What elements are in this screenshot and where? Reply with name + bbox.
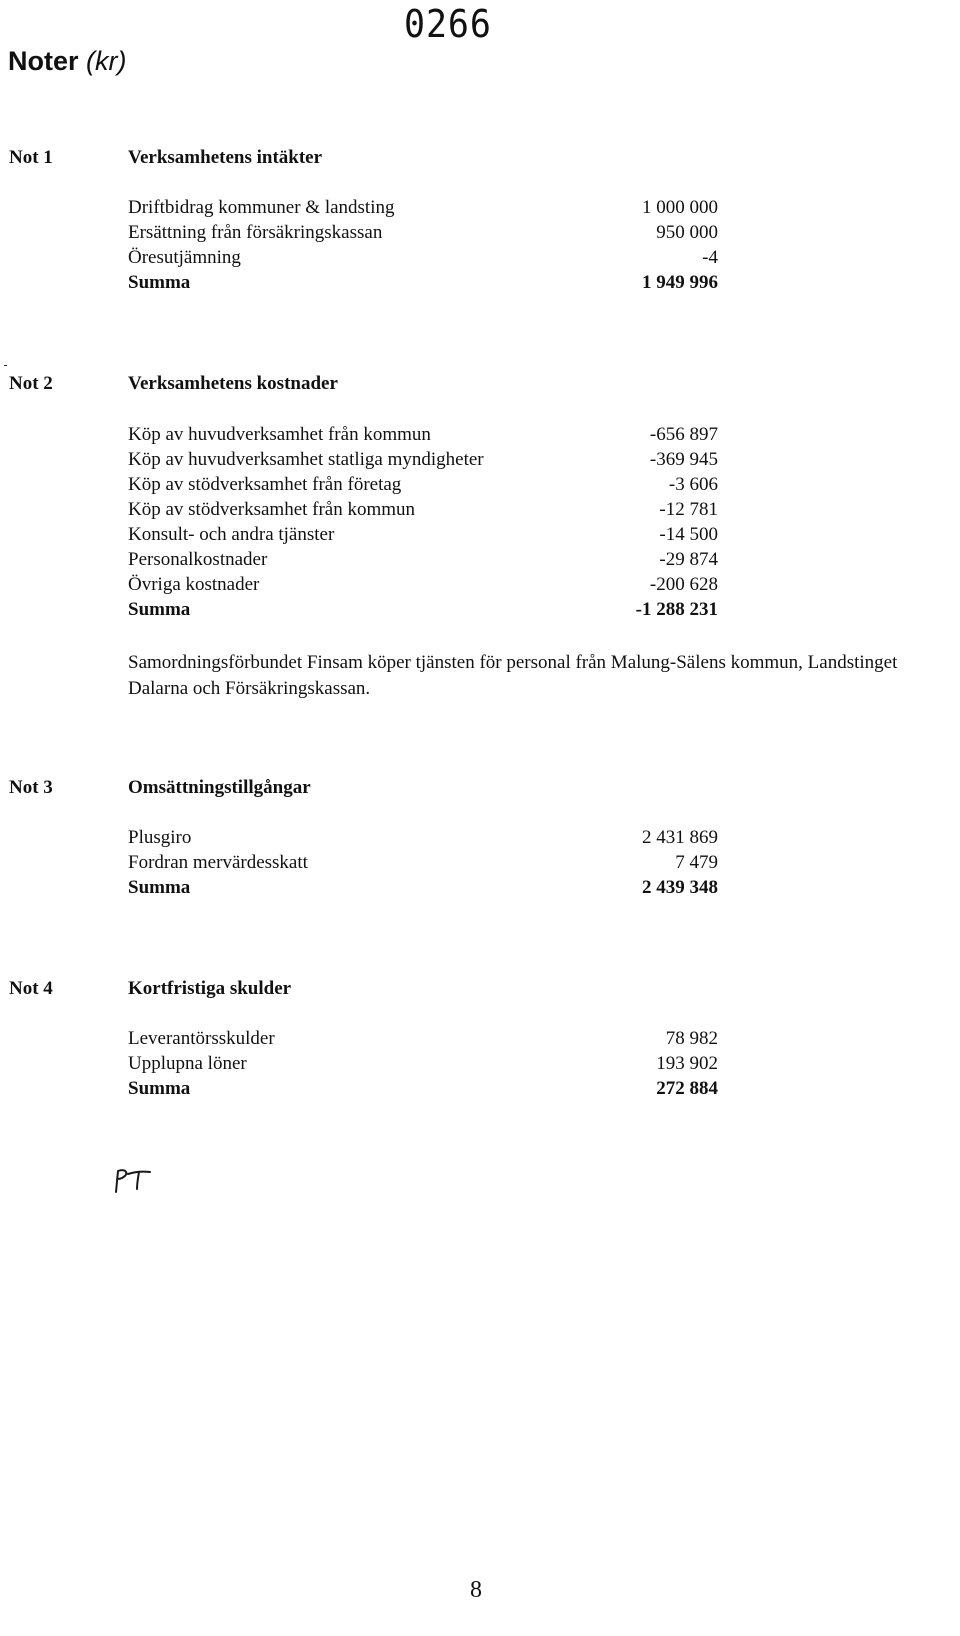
row-label: Summa — [128, 272, 191, 293]
note-2-row — [128, 449, 718, 475]
note-1-row — [128, 247, 718, 273]
note-2-sum-row — [128, 599, 718, 625]
row-value: -12 781 — [659, 499, 718, 520]
row-value: -1 288 231 — [635, 599, 718, 620]
note-4-row — [128, 1028, 718, 1054]
row-label: Personalkostnader — [128, 549, 268, 570]
note-2-row — [128, 524, 718, 550]
row-value: -14 500 — [659, 524, 718, 545]
note-2-title: Verksamhetens kostnader — [128, 373, 338, 394]
note-1-row — [128, 222, 718, 248]
note-2-row — [128, 574, 718, 600]
row-label: Driftbidrag kommuner & landsting — [128, 197, 395, 218]
row-label: Köp av huvudverksamhet från kommun — [128, 424, 431, 445]
row-label: Plusgiro — [128, 827, 192, 848]
row-value: 2 431 869 — [642, 827, 718, 848]
page-title — [8, 46, 127, 77]
note-3-sum-row — [128, 877, 718, 903]
row-label: Konsult- och andra tjänster — [128, 524, 335, 545]
note-2-paragraph: Samordningsförbundet Finsam köper tjänsten för personal från Malung-Sälens kommun, Landstinget Dalarna och Försäkringskassan. — [128, 652, 898, 699]
page-title-text: Noter — [8, 46, 79, 76]
row-label: Köp av stödverksamhet från företag — [128, 474, 402, 495]
row-label: Övriga kostnader — [128, 574, 260, 595]
row-value: -3 606 — [668, 474, 718, 495]
row-value: -369 945 — [649, 449, 718, 470]
note-3-row — [128, 827, 718, 853]
note-1-row — [128, 197, 718, 223]
note-4-sum-row — [128, 1078, 718, 1104]
note-3-title: Omsättningstillgångar — [128, 777, 311, 798]
note-2-row — [128, 499, 718, 525]
margin-mark — [4, 365, 7, 366]
row-label: Fordran mervärdesskatt — [128, 852, 308, 873]
page-number: 8 — [470, 1577, 482, 1603]
row-value: 7 479 — [675, 852, 718, 873]
row-value: 193 902 — [656, 1053, 718, 1074]
note-2-row — [128, 474, 718, 500]
note-4-row — [128, 1053, 718, 1079]
note-1-sum-row — [128, 272, 718, 298]
note-2-row — [128, 424, 718, 450]
row-label: Öresutjämning — [128, 247, 241, 268]
row-value: 78 982 — [665, 1028, 718, 1049]
note-3-row — [128, 852, 718, 878]
row-value: -656 897 — [649, 424, 718, 445]
note-1-label: Not 1 — [9, 147, 53, 168]
row-value: 1 000 000 — [642, 197, 718, 218]
row-label: Upplupna löner — [128, 1053, 247, 1074]
note-2-label: Not 2 — [9, 373, 53, 394]
handwritten-initials-signature — [112, 1165, 156, 1195]
row-label: Leverantörsskulder — [128, 1028, 275, 1049]
note-4-label: Not 4 — [9, 978, 53, 999]
row-value: 272 884 — [656, 1078, 718, 1099]
note-3-label: Not 3 — [9, 777, 53, 798]
note-1-title: Verksamhetens intäkter — [128, 147, 323, 168]
row-value: 950 000 — [656, 222, 718, 243]
row-label: Summa — [128, 1078, 191, 1099]
note-2-row — [128, 549, 718, 575]
row-label: Summa — [128, 877, 191, 898]
row-label: Köp av huvudverksamhet statliga myndigheter — [128, 449, 484, 470]
row-label: Ersättning från försäkringskassan — [128, 222, 383, 243]
row-value: -200 628 — [649, 574, 718, 595]
row-value: -4 — [702, 247, 718, 268]
row-value: -29 874 — [659, 549, 718, 570]
row-value: 1 949 996 — [642, 272, 718, 293]
row-value: 2 439 348 — [642, 877, 718, 898]
row-label: Summa — [128, 599, 191, 620]
note-4-title: Kortfristiga skulder — [128, 978, 292, 999]
row-label: Köp av stödverksamhet från kommun — [128, 499, 416, 520]
archive-stamp-number: 0266 — [404, 2, 492, 46]
page-title-unit: (kr) — [86, 46, 127, 76]
